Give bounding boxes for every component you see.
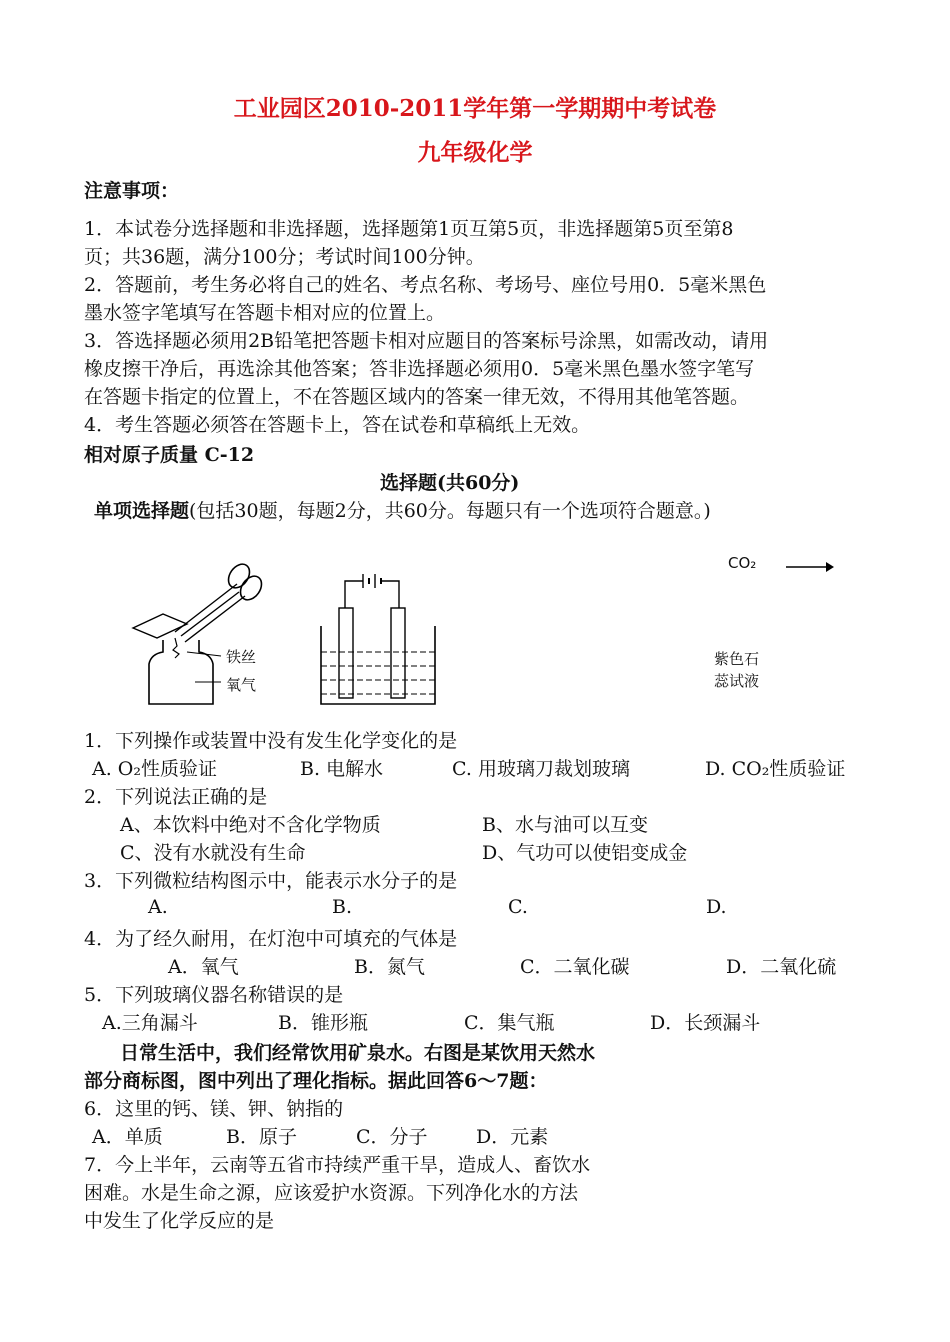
electrolysis-figure bbox=[315, 568, 445, 708]
q1-option-c: C. 用玻璃刀裁划玻璃 bbox=[452, 758, 630, 780]
notice-heading: 注意事项： bbox=[84, 180, 180, 202]
q3-option-c: C. bbox=[508, 896, 528, 918]
q4-option-c: C．二氧化碳 bbox=[520, 956, 630, 978]
q4-option-b: B．氮气 bbox=[354, 956, 425, 978]
notice-line: 在答题卡指定的位置上，不在答题区域内的答案一律无效，不得用其他笔答题。 bbox=[84, 386, 750, 408]
notice-line: 墨水签字笔填写在答题卡相对应的位置上。 bbox=[84, 302, 446, 324]
q6-option-b: B．原子 bbox=[226, 1126, 297, 1148]
q2-option-b: B、水与油可以互变 bbox=[482, 814, 648, 836]
notice-line: 4．考生答题必须答在答题卡上，答在试卷和草稿纸上无效。 bbox=[84, 414, 591, 436]
co2-arrow-icon bbox=[786, 560, 836, 574]
q1-option-b: B. 电解水 bbox=[300, 758, 384, 780]
q7-line2: 困难。水是生命之源，应该爱护水资源。下列净化水的方法 bbox=[84, 1182, 579, 1204]
q6-stem: 6．这里的钙、镁、钾、钠指的 bbox=[84, 1098, 344, 1120]
q3-option-b: B. bbox=[332, 896, 353, 918]
q3-stem: 3．下列微粒结构图示中，能表示水分子的是 bbox=[84, 870, 458, 892]
q2-option-d: D、气功可以使铝变成金 bbox=[482, 842, 688, 864]
q1-stem: 1．下列操作或装置中没有发生化学变化的是 bbox=[84, 730, 458, 752]
q6-option-a: A．单质 bbox=[92, 1126, 163, 1148]
q3-option-d: D. bbox=[706, 896, 727, 918]
label-oxygen: 氧气 bbox=[226, 676, 257, 694]
section-title: 选择题(共60分) bbox=[380, 472, 520, 494]
q4-stem: 4．为了经久耐用，在灯泡中可填充的气体是 bbox=[84, 928, 458, 950]
notice-line: 1．本试卷分选择题和非选择题，选择题第1页互第5页，非选择题第5页至第8 bbox=[84, 218, 734, 240]
notice-line: 页；共36题，满分100分；考试时间100分钟。 bbox=[84, 246, 485, 268]
exam-subtitle: 九年级化学 bbox=[417, 139, 533, 166]
q4-option-a: A．氧气 bbox=[168, 956, 239, 978]
label-co2: CO₂ bbox=[728, 554, 757, 572]
q67-intro-line2: 部分商标图，图中列出了理化指标。据此回答6～7题： bbox=[84, 1070, 548, 1092]
q5-option-b: B．锥形瓶 bbox=[278, 1012, 368, 1034]
notice-line: 3．答选择题必须用2B铅笔把答题卡相对应题目的答案标号涂黑，如需改动，请用 bbox=[84, 330, 769, 352]
q67-intro-line1: 日常生活中，我们经常饮用矿泉水。右图是某饮用天然水 bbox=[120, 1042, 596, 1064]
q1-option-d: D. CO₂性质验证 bbox=[705, 758, 846, 780]
section-intro-bold: 单项选择题 bbox=[94, 500, 190, 522]
notice-line: 2．答题前，考生务必将自己的姓名、考点名称、考场号、座位号用0．5毫米黑色 bbox=[84, 274, 767, 296]
notice-line: 橡皮擦干净后，再选涂其他答案；答非选择题必须用0．5毫米黑色墨水签字笔写 bbox=[84, 358, 755, 380]
q6-option-d: D．元素 bbox=[476, 1126, 549, 1148]
section-intro bbox=[94, 496, 711, 523]
label-litmus-line1: 紫色石 bbox=[714, 650, 760, 668]
q3-option-a: A. bbox=[148, 896, 168, 918]
q5-option-c: C．集气瓶 bbox=[464, 1012, 555, 1034]
atomic-mass: 相对原子质量 C-12 bbox=[84, 444, 255, 466]
label-iron-wire: 铁丝 bbox=[226, 648, 257, 666]
q7-line1: 7．今上半年，云南等五省市持续严重干旱，造成人、畜饮水 bbox=[84, 1154, 591, 1176]
q2-option-a: A、本饮料中绝对不含化学物质 bbox=[120, 814, 381, 836]
q7-line3: 中发生了化学反应的是 bbox=[84, 1210, 275, 1232]
q5-option-d: D．长颈漏斗 bbox=[650, 1012, 761, 1034]
q2-option-c: C、没有水就没有生命 bbox=[120, 842, 306, 864]
q2-stem: 2．下列说法正确的是 bbox=[84, 786, 268, 808]
q5-option-a: A.三角漏斗 bbox=[102, 1012, 198, 1034]
q1-option-a: A. O₂性质验证 bbox=[92, 758, 217, 780]
q6-option-c: C．分子 bbox=[356, 1126, 428, 1148]
section-intro-rest: (包括30题，每题2分，共60分。每题只有一个选项符合题意。) bbox=[189, 500, 711, 522]
exam-title: 工业园区2010-2011学年第一学期期中考试卷 bbox=[233, 95, 717, 122]
label-litmus-line2: 蕊试液 bbox=[714, 672, 760, 690]
q5-stem: 5．下列玻璃仪器名称错误的是 bbox=[84, 984, 344, 1006]
q4-option-d: D．二氧化硫 bbox=[726, 956, 837, 978]
